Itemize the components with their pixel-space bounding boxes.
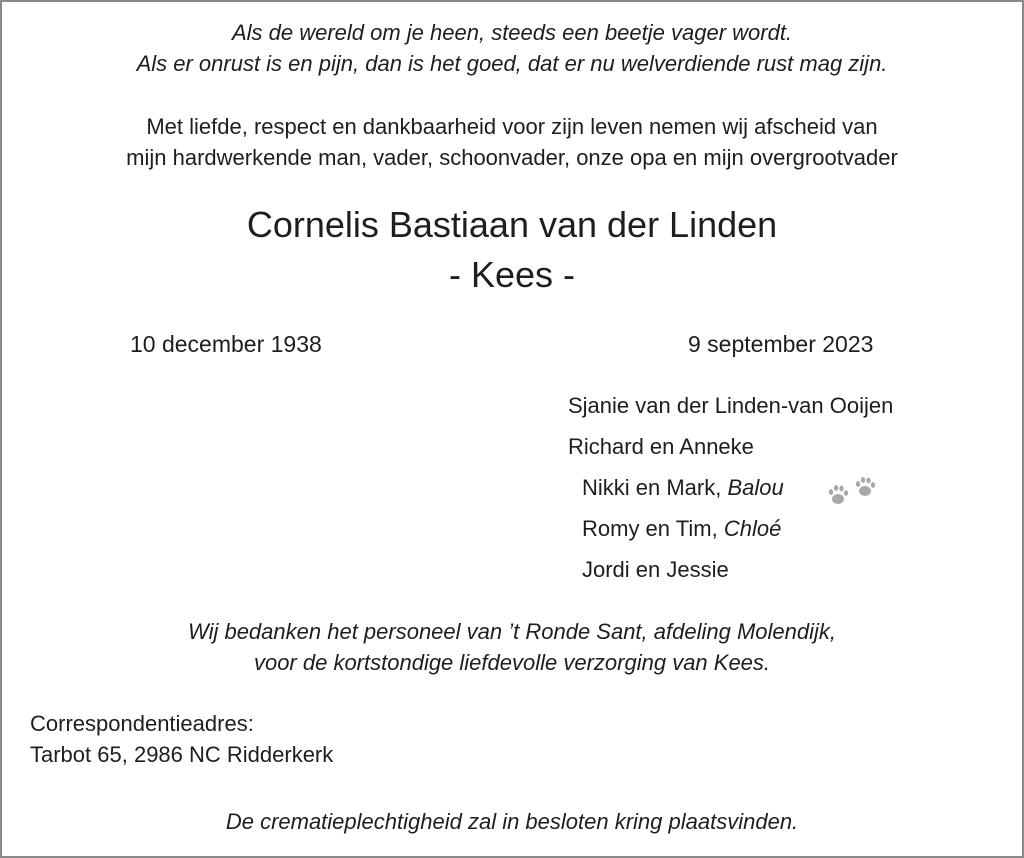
thanks-line-2: voor de kortstondige liefdevolle verzorging van Kees. — [253, 650, 771, 675]
grandchild-names: Romy en Tim, — [582, 516, 718, 541]
birth-date: 10 december 1938 — [130, 331, 322, 357]
ceremony-note: De crematieplechtigheid zal in besloten kring plaatsvinden. — [225, 809, 799, 834]
thanks-line-1: Wij bedanken het personeel van ’t Ronde Sant, afdeling Molendijk, — [188, 619, 836, 644]
intro-line-1: Met liefde, respect en dankbaarheid voor zijn leven nemen wij afscheid van — [146, 114, 878, 139]
grandchild-names: Jordi en Jessie — [582, 557, 729, 582]
pet-name: Balou — [727, 475, 784, 500]
grandchild-names: Nikki en Mark, — [582, 475, 722, 500]
intro-line-2: mijn hardwerkende man, vader, schoonvader, onze opa en mijn overgrootvader — [126, 145, 898, 170]
grandchild-row — [582, 474, 784, 502]
grandchild-row — [582, 556, 729, 584]
family-spouse: Sjanie van der Linden-van Ooijen — [568, 393, 894, 418]
death-date: 9 september 2023 — [688, 331, 874, 357]
pet-name: Chloé — [723, 516, 782, 541]
correspondence-address: Tarbot 65, 2986 NC Ridderkerk — [30, 742, 334, 767]
deceased-nickname: - Kees - — [448, 254, 576, 295]
family-child: Richard en Anneke — [568, 434, 754, 459]
grandchild-row — [582, 515, 781, 543]
poem-line-2: Als er onrust is en pijn, dan is het goed, dat er nu welverdiende rust mag zijn. — [136, 51, 888, 76]
correspondence-label: Correspondentieadres: — [30, 711, 254, 736]
poem-line-1: Als de wereld om je heen, steeds een beetje vager wordt. — [231, 20, 793, 45]
paw-prints — [824, 474, 880, 513]
deceased-name: Cornelis Bastiaan van der Linden — [246, 204, 778, 245]
paw-print-icon — [824, 474, 880, 508]
